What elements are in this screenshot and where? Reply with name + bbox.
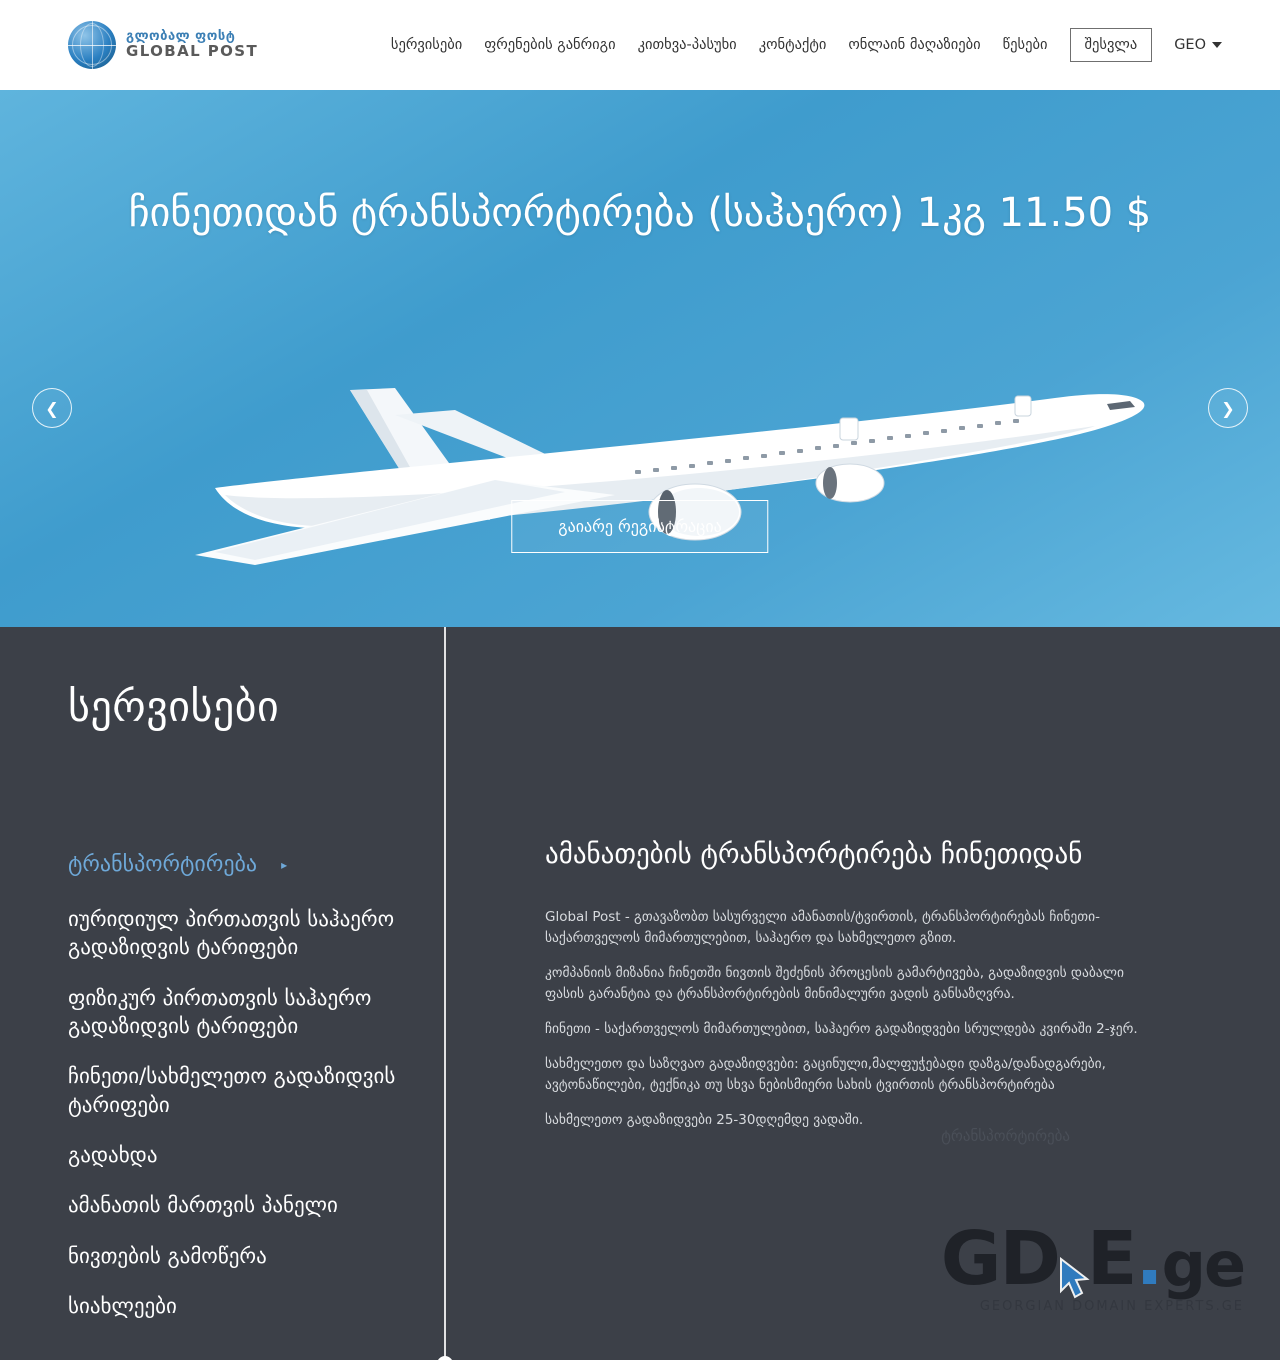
logo[interactable] [68, 21, 258, 69]
list-item[interactable]: იურიდიულ პირთათვის საჰაერო გადაზიდვის ტარიფები [68, 907, 395, 960]
service-detail-heading: ამანათების ტრანსპორტირება ჩინეთიდან [545, 839, 1083, 870]
language-selector[interactable] [1174, 37, 1222, 53]
site-header [0, 0, 1280, 90]
service-detail [545, 837, 1145, 1145]
main-nav [391, 28, 1240, 62]
nav-item-online-shops[interactable]: ონლაინ მაღაზიები [848, 37, 981, 53]
services-category-label: ტრანსპორტირება [68, 852, 258, 877]
page-title: სერვისები [68, 682, 280, 731]
list-item[interactable]: ნივთების გამოწერა [68, 1243, 267, 1268]
watermark [940, 1216, 1244, 1314]
list-item[interactable]: ჩინეთი/სახმელეთო გადაზიდვის ტარიფები [68, 1064, 396, 1117]
chevron-down-icon [1212, 42, 1222, 48]
service-detail-paragraph: კომპანიის მიზანია ჩინეთში ნივთის შეძენის პროცესის გამარტივება, გადაზიდვის დაბალი ფასის გარანტია და ტრანსპორტირების მინიმალური ვადის განსაზღვრა. [545, 965, 1125, 1003]
timeline-dot [437, 1356, 453, 1360]
carousel-next-button[interactable]: ❯ [1208, 388, 1248, 428]
watermark-ghost-text: ტრანსპორტირება [941, 1127, 1070, 1145]
cursor-arrow-icon [1057, 1243, 1091, 1287]
services-list [68, 852, 448, 1342]
services-section [0, 627, 1280, 1360]
hero-register-button[interactable]: გაიარე რეგისტრაცია [511, 500, 768, 553]
nav-item-contact[interactable]: კონტაქტი [758, 37, 827, 53]
chevron-right-icon: ▸ [281, 857, 288, 872]
list-item[interactable]: ამანათის მართვის პანელი [68, 1193, 338, 1218]
service-detail-paragraph: სახმელეთო გადაზიდვები 25-30დღემდე ვადაში. [545, 1111, 864, 1128]
nav-item-faq[interactable]: კითხვა-პასუხი [637, 37, 737, 53]
watermark-subtitle: GEORGIAN DOMAIN EXPERTS.GE [979, 1299, 1244, 1314]
service-detail-paragraph: ჩინეთი - საქართველოს მიმართულებით, საჰაერო გადაზიდვები სრულდება კვირაში 2-ჯერ. [545, 1021, 1138, 1038]
nav-item-rules[interactable]: წესები [1002, 37, 1048, 53]
watermark-text-left: GD [940, 1216, 1059, 1303]
logo-name-en: GLOBAL POST [126, 41, 259, 60]
watermark-dot: . [1135, 1216, 1162, 1303]
service-detail-paragraph: Global Post - გთავაზობთ სასურველი ამანათის/ტვირთის, ტრანსპორტირებას ჩინეთი-საქართველოს მიმართულებით, საჰაერო და სახმელეთო გზით. [545, 909, 1100, 947]
nav-item-flight-schedule[interactable]: ფრენების განრიგი [484, 37, 616, 53]
logo-name-geo: გლობალ ფოსტ [126, 29, 236, 45]
services-category-transportation[interactable] [68, 852, 448, 877]
watermark-tld: ge [1161, 1228, 1244, 1302]
hero-title: ჩინეთიდან ტრანსპორტირება (საჰაერო) 1კგ 11.50 $ [128, 190, 1152, 236]
login-button[interactable]: შესვლა [1070, 28, 1153, 62]
carousel-prev-button[interactable]: ❮ [32, 388, 72, 428]
list-item[interactable]: გადახდა [68, 1143, 158, 1168]
language-label: GEO [1174, 37, 1206, 53]
hero-banner [0, 90, 1280, 627]
watermark-text-right: E [1086, 1216, 1136, 1303]
list-item[interactable]: სიახლეები [68, 1294, 177, 1319]
list-item[interactable]: ფიზიკურ პირთათვის საჰაერო გადაზიდვის ტარიფები [68, 985, 372, 1039]
globe-icon [68, 21, 116, 69]
service-detail-paragraph: სახმელეთო და საზღვაო გადაზიდვები: გაცინული,მალფუჭებადი დაზგა/დანადგარები, ავტონაწილები, ტექნიკა თუ სხვა ნებისმიერი სახის ტვირთის ტრანსპორტირება [545, 1056, 1106, 1093]
nav-item-services[interactable]: სერვისები [390, 37, 463, 53]
